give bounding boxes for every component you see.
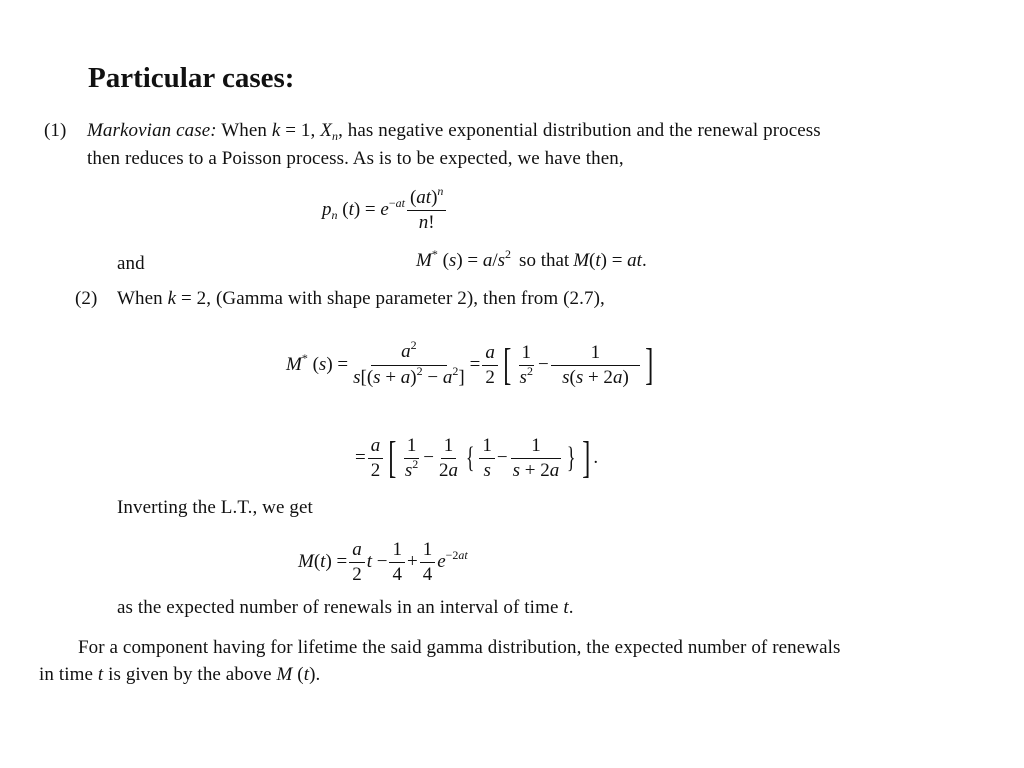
case1-number: (1) — [44, 120, 67, 141]
final-line1: For a component having for lifetime the said gamma distribution, the expected number of renewals — [78, 637, 841, 658]
fraction-pn: $\frac{(at)^n}{n!}$ — [407, 187, 446, 234]
final-line2: in time t is given by the above M (t). — [39, 664, 321, 685]
case1-line1-rest: When k = 1, $X_n$, has negative exponential distribution and the renewal process — [221, 120, 821, 143]
case1-line1 — [87, 120, 821, 142]
case2-number: (2) — [75, 288, 98, 309]
inverting-text: Inverting the L.T., we get — [117, 497, 313, 518]
equation-mstar-gamma: M* (s) = $\frac{a^2}{s[(s + a)^2 - a^2]}$ = $\frac{a}{2}$ [ $\frac{1}{s^2}$ − $\frac{1}{s(s + 2a)}$ ] — [286, 338, 654, 389]
and-label: and — [117, 253, 145, 274]
equation-mt: M(t) = $\frac{a}{2}$ t − $\frac{1}{4}$ + $\frac{1}{4}$ $e^{-2at}$ — [298, 538, 468, 585]
equation-partial-fractions: = $\frac{a}{2}$ [ $\frac{1}{s^2}$ − $\frac{1}{2a}$ { $\frac{1}{s}$ − $\frac{1}{s + 2a}$ } ] . — [355, 433, 599, 482]
page-title: Particular cases: — [88, 62, 295, 94]
eq2-conj: so that — [519, 250, 570, 271]
case1-heading: Markovian case: — [87, 120, 217, 141]
case1-line2: then reduces to a Poisson process. As is to be expected, we have then, — [87, 148, 624, 169]
equation-pn: $p_n$ $(t) = e^{-at}$ $\frac{(at)^n}{n!}$ — [322, 180, 448, 240]
fraction-main: $\frac{a^2}{s[(s + a)^2 - a^2]}$ — [353, 338, 465, 388]
equation-mstar-s: M* $(s) = a/s^2$ so that M(t) = at. — [416, 247, 647, 271]
case2-text: When k = 2, (Gamma with shape parameter 2), then from (2.7), — [117, 288, 605, 309]
expected-line: as the expected number of renewals in an interval of time t. — [117, 597, 574, 618]
